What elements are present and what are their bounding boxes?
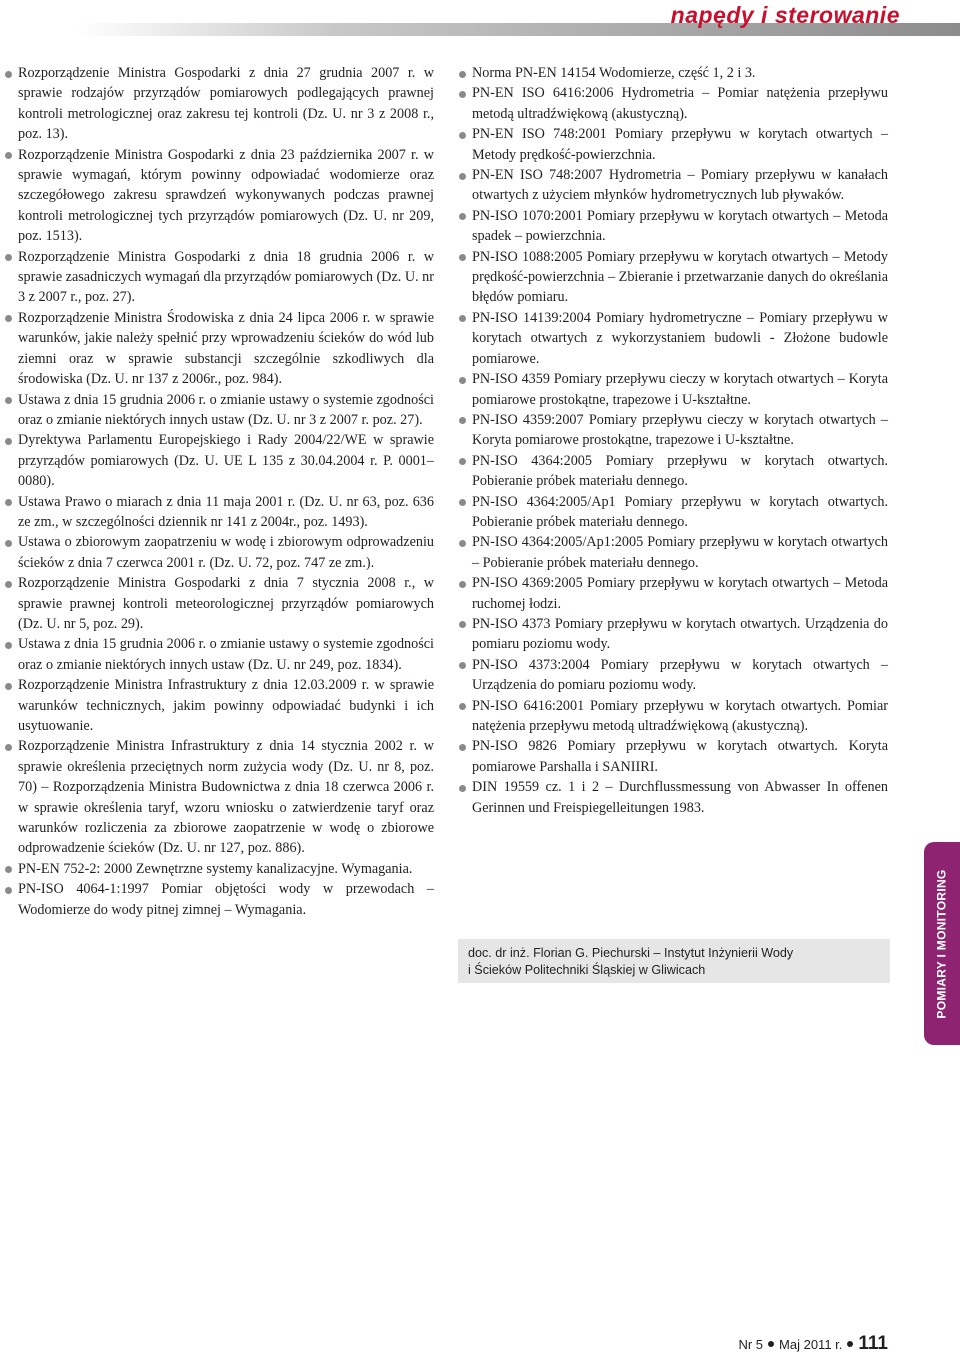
reference-item: Rozporządzenie Ministra Gospodarki z dnia 18 grudnia 2006 r. w sprawie zasadniczych wymagań dla przyrządów pomiarowych (Dz. U. nr 3 z 2007 r., poz. 27).: [4, 247, 434, 308]
magazine-section-title: napędy i sterowanie: [670, 2, 900, 28]
reference-item: PN-ISO 9826 Pomiary przepływu w korytach otwartych. Koryta pomiarowe Parshalla i SANIIRI.: [458, 736, 888, 777]
reference-item: PN-ISO 1088:2005 Pomiary przepływu w korytach otwartych – Metody prędkość-powierzchnia – Zbieranie i przetwarzanie danych do określania błędów pomiaru.: [458, 247, 888, 308]
reference-item: Ustawa Prawo o miarach z dnia 11 maja 2001 r. (Dz. U. nr 63, poz. 636 ze zm., w szczególności dziennik nr 141 z 2004r., poz. 1493).: [4, 492, 434, 533]
author-affiliation: i Ścieków Politechniki Śląskiej w Gliwicach: [468, 963, 706, 977]
reference-item: PN-ISO 4364:2005/Ap1 Pomiary przepływu w korytach otwartych. Pobieranie próbek materiału dennego.: [458, 492, 888, 533]
reference-item: PN-ISO 1070:2001 Pomiary przepływu w korytach otwartych – Metoda spadek – powierzchnia.: [458, 206, 888, 247]
reference-item: Norma PN-EN 14154 Wodomierze, część 1, 2 i 3.: [458, 63, 888, 83]
reference-item: Rozporządzenie Ministra Gospodarki z dnia 27 grudnia 2007 r. w sprawie rodzajów przyrządów pomiarowych podlegających prawnej kontroli metrologicznej oraz zakresu tej kontroli (Dz. U. nr 3 z 2008 r., poz. 13).: [4, 63, 434, 145]
bullet-separator-icon: [847, 1341, 853, 1347]
reference-item: Rozporządzenie Ministra Infrastruktury z dnia 12.03.2009 r. w sprawie warunków technicznych, jakim powinny odpowiadać budynki i ich usytuowanie.: [4, 675, 434, 736]
reference-item: Ustawa z dnia 15 grudnia 2006 r. o zmianie ustawy o systemie zgodności oraz o zmianie niektórych innych ustaw (Dz. U. nr 3 z 2007 r. poz. 27).: [4, 390, 434, 431]
reference-item: Rozporządzenie Ministra Środowiska z dnia 24 lipca 2006 r. w sprawie warunków, jakie należy spełnić przy wprowadzeniu ścieków do wód lub ziemni oraz w sprawie substancji szczególnie szkodliwych dla środowiska (Dz. U. nr 137 z 2006r., poz. 984).: [4, 308, 434, 390]
issue-date: Maj 2011 r.: [779, 1337, 843, 1352]
reference-item: PN-ISO 4369:2005 Pomiary przepływu w korytach otwartych – Metoda ruchomej łodzi.: [458, 573, 888, 614]
reference-item: Rozporządzenie Ministra Gospodarki z dnia 7 stycznia 2008 r., w sprawie prawnej kontroli meteorologicznej przyrządów pomiarowych (Dz. U. nr 5, poz. 29).: [4, 573, 434, 634]
reference-item: Rozporządzenie Ministra Gospodarki z dnia 23 października 2007 r. w sprawie wymagań, którym powinny odpowiadać wodomierze oraz szczegółowego zakresu sprawdzeń wykonywanych podczas prawnej kontroli metrologicznej tych przyrządów pomiarowych (Dz. U. nr 209, poz. 1513).: [4, 145, 434, 247]
reference-item: Ustawa z dnia 15 grudnia 2006 r. o zmianie ustawy o systemie zgodności oraz o zmianie niektórych innych ustaw (Dz. U. nr 249, poz. 1834).: [4, 634, 434, 675]
page-footer: [738, 1333, 888, 1355]
reference-item: PN-EN ISO 6416:2006 Hydrometria – Pomiar natężenia przepływu metodą ultradźwiękową (akustyczną).: [458, 83, 888, 124]
bullet-separator-icon: [768, 1341, 774, 1347]
reference-list-left: [4, 63, 434, 920]
reference-item: PN-ISO 4373:2004 Pomiary przepływu w korytach otwartych – Urządzenia do pomiaru poziomu wody.: [458, 655, 888, 696]
reference-item: PN-EN ISO 748:2001 Pomiary przepływu w korytach otwartych – Metody prędkość-powierzchnia.: [458, 124, 888, 165]
section-side-tab-label: POMIARY I MONITORING: [935, 868, 949, 1019]
reference-item: DIN 19559 cz. 1 i 2 – Durchflussmessung von Abwasser In offenen Gerinnen und Freispiegelleitungen 1983.: [458, 777, 888, 818]
reference-item: PN-ISO 6416:2001 Pomiary przepływu w korytach otwartych. Pomiar natężenia przepływu metodą ultradźwiękową (akustyczną).: [458, 696, 888, 737]
reference-item: Ustawa o zbiorowym zaopatrzeniu w wodę i zbiorowym odprowadzeniu ścieków z dnia 7 czerwca 2001 r. (Dz. U. 72, poz. 747 ze zm.).: [4, 532, 434, 573]
reference-item: PN-EN ISO 748:2007 Hydrometria – Pomiary przepływu w kanałach otwartych z użyciem młynków hydrometrycznych lub pływaków.: [458, 165, 888, 206]
left-reference-column: [4, 63, 434, 920]
reference-item: PN-ISO 4064-1:1997 Pomiar objętości wody w przewodach – Wodomierze do wody pitnej zimnej – Wymagania.: [4, 879, 434, 920]
section-side-tab: [924, 842, 960, 1045]
reference-item: PN-ISO 4359 Pomiary przepływu cieczy w korytach otwartych – Koryta pomiarowe prostokątne, trapezowe i U-kształtne.: [458, 369, 888, 410]
reference-item: PN-EN 752-2: 2000 Zewnętrzne systemy kanalizacyjne. Wymagania.: [4, 859, 434, 879]
reference-item: PN-ISO 4364:2005 Pomiary przepływu w korytach otwartych. Pobieranie próbek materiału dennego.: [458, 451, 888, 492]
page-number: 111: [858, 1333, 888, 1354]
author-box: [458, 939, 890, 983]
author-line: doc. dr inż. Florian G. Piechurski – Instytut Inżynierii Wody: [468, 946, 794, 960]
reference-item: Rozporządzenie Ministra Infrastruktury z dnia 14 stycznia 2002 r. w sprawie określenia przeciętnych norm zużycia wody (Dz. U. nr 8, poz. 70) – Rozporządzenia Ministra Budownictwa z dnia 18 czerwca 2006 r. w sprawie określenia taryf, wzoru wniosku o zatwierdzenie taryf oraz warunków rozliczenia za zbiorowe zaopatrzenie w wodę o zbiorowe odprowadzenie ścieków (Dz. U. nr 127, poz. 886).: [4, 736, 434, 858]
reference-item: PN-ISO 14139:2004 Pomiary hydrometryczne – Pomiary przepływu w korytach otwartych z wykorzystaniem budowli - Złożone budowle pomiarowe.: [458, 308, 888, 369]
reference-item: Dyrektywa Parlamentu Europejskiego i Rady 2004/22/WE w sprawie przyrządów pomiarowych (Dz. U. UE L 135 z 30.04.2004 r. P. 0001–0080).: [4, 430, 434, 491]
reference-list-right: [458, 63, 888, 818]
right-reference-column: [458, 63, 888, 818]
reference-item: PN-ISO 4373 Pomiary przepływu w korytach otwartych. Urządzenia do pomiaru poziomu wody.: [458, 614, 888, 655]
reference-item: PN-ISO 4364:2005/Ap1:2005 Pomiary przepływu w korytach otwartych – Pobieranie próbek materiału dennego.: [458, 532, 888, 573]
issue-number: Nr 5: [738, 1337, 764, 1352]
reference-item: PN-ISO 4359:2007 Pomiary przepływu cieczy w korytach otwartych – Koryta pomiarowe prostokątne, trapezowe i U-kształtne.: [458, 410, 888, 451]
